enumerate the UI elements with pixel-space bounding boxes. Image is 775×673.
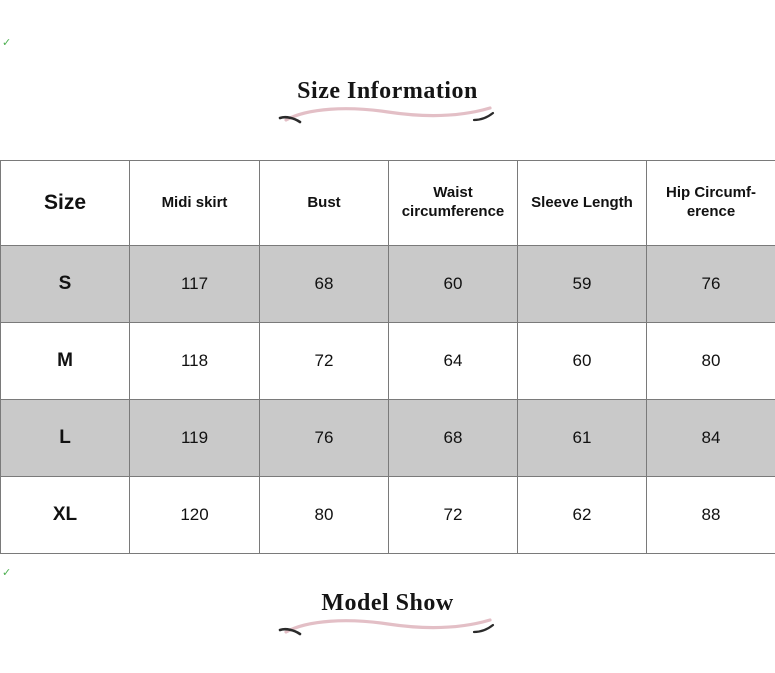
table-header-row (1, 161, 775, 246)
column-header-bust: Bust (260, 161, 389, 246)
size-information-table (0, 160, 775, 554)
cell-sleeve: 62 (518, 477, 647, 554)
column-header-midi-skirt: Midi skirt (130, 161, 260, 246)
cell-bust: 68 (260, 246, 389, 323)
column-header-sleeve-length: Sleeve Length (518, 161, 647, 246)
cell-hip: 76 (647, 246, 775, 323)
cell-sleeve: 61 (518, 400, 647, 477)
cell-size: S (1, 246, 130, 323)
cell-waist: 64 (389, 323, 518, 400)
table-header (1, 161, 775, 246)
table-row (1, 400, 775, 477)
column-header-size: Size (1, 161, 130, 246)
cell-bust: 76 (260, 400, 389, 477)
check-mark-icon-top: ✓ (2, 37, 12, 49)
column-header-hip-circumference: Hip Circumf-erence (647, 161, 775, 246)
size-information-heading: Size Information (297, 78, 478, 104)
cell-waist: 68 (389, 400, 518, 477)
heading-swash-size-icon (278, 104, 498, 126)
cell-sleeve: 60 (518, 323, 647, 400)
cell-sleeve: 59 (518, 246, 647, 323)
cell-hip: 80 (647, 323, 775, 400)
cell-waist: 72 (389, 477, 518, 554)
cell-hip: 88 (647, 477, 775, 554)
cell-midi-skirt: 118 (130, 323, 260, 400)
cell-bust: 80 (260, 477, 389, 554)
cell-midi-skirt: 120 (130, 477, 260, 554)
cell-waist: 60 (389, 246, 518, 323)
cell-size: XL (1, 477, 130, 554)
table-row (1, 477, 775, 554)
cell-size: L (1, 400, 130, 477)
cell-midi-skirt: 117 (130, 246, 260, 323)
table-row (1, 323, 775, 400)
cell-size: M (1, 323, 130, 400)
cell-midi-skirt: 119 (130, 400, 260, 477)
heading-swash-model-icon (278, 616, 498, 638)
cell-hip: 84 (647, 400, 775, 477)
column-header-waist-circumference: Waist circumference (389, 161, 518, 246)
cell-bust: 72 (260, 323, 389, 400)
check-mark-icon-bottom: ✓ (2, 567, 12, 579)
table-body (1, 246, 775, 554)
model-show-heading: Model Show (321, 590, 454, 616)
table-row (1, 246, 775, 323)
